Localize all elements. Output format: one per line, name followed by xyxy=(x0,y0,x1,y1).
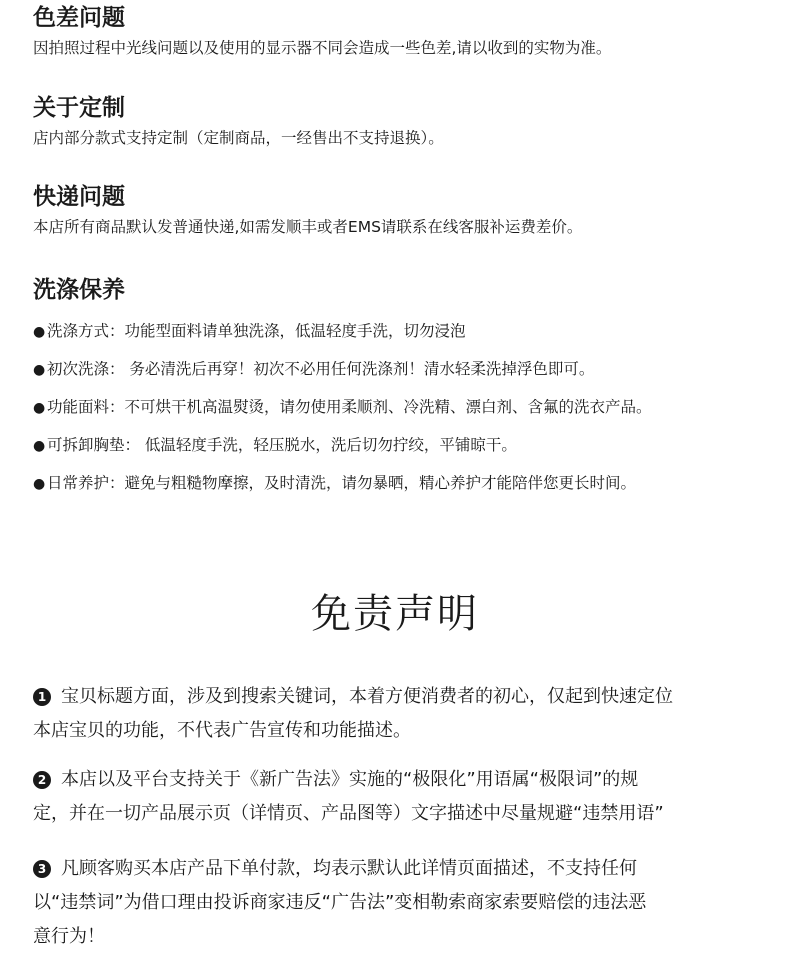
care-item-text: 功能面料：不可烘干机高温熨烫，请勿使用柔顺剂、冷洗精、漂白剂、含氟的洗衣产品。 xyxy=(47,398,652,416)
circled-number-icon: 3 xyxy=(33,860,51,878)
disclaimer-clause-1 xyxy=(33,680,768,748)
clause-text: 宝贝标题方面，涉及到搜索关键词，本着方便消费者的初心，仅起到快速定位 xyxy=(61,686,673,707)
bullet-icon: ● xyxy=(33,324,46,340)
circled-number-icon: 1 xyxy=(33,688,51,706)
bullet-icon: ● xyxy=(33,400,46,416)
disclaimer-title: 免责声明 xyxy=(311,591,479,637)
care-list xyxy=(33,318,778,508)
delivery-section xyxy=(33,182,773,238)
care-item-text: 日常养护：避免与粗糙物摩擦，及时清洗，请勿暴晒，精心养护才能陪伴您更长时间。 xyxy=(47,474,637,492)
clause-line xyxy=(33,852,768,886)
care-section xyxy=(33,275,773,305)
section-body-delivery: 本店所有商品默认发普通快递,如需发顺丰或者EMS请联系在线客服补运费差价。 xyxy=(33,218,583,236)
clause-line xyxy=(33,680,768,714)
bullet-icon: ● xyxy=(33,362,46,378)
clause-text: 意行为！ xyxy=(33,926,105,947)
clause-text: 凡顾客购买本店产品下单付款，均表示默认此详情页面描述，不支持任何 xyxy=(61,858,637,879)
clause-text: 本店宝贝的功能，不代表广告宣传和功能描述。 xyxy=(33,720,411,741)
disclaimer-clause-3 xyxy=(33,852,768,954)
clause-text: 定，并在一切产品展示页（详情页、产品图等）文字描述中尽量规避“违禁用语” xyxy=(33,803,664,824)
section-title-delivery: 快递问题 xyxy=(33,184,125,210)
disclaimer-clause-2 xyxy=(33,763,768,831)
customization-section xyxy=(33,93,773,149)
bullet-icon: ● xyxy=(33,438,46,454)
care-item-wash-method xyxy=(33,318,778,356)
care-item-daily-care xyxy=(33,470,778,508)
care-item-first-wash xyxy=(33,356,778,394)
care-item-removable-pad xyxy=(33,432,778,470)
section-body-customization: 店内部分款式支持定制（定制商品，一经售出不支持退换）。 xyxy=(33,129,444,147)
care-item-text: 洗涤方式：功能型面料请单独洗涤，低温轻度手洗，切勿浸泡 xyxy=(47,322,466,340)
clause-line xyxy=(33,763,768,797)
circled-number-icon: 2 xyxy=(33,771,51,789)
care-item-functional-fabric xyxy=(33,394,778,432)
color-difference-section xyxy=(33,3,773,59)
care-item-text: 可拆卸胸垫： 低温轻度手洗，轻压脱水，洗后切勿拧绞，平铺晾干。 xyxy=(47,436,517,454)
clause-text: 本店以及平台支持关于《新广告法》实施的“极限化”用语属“极限词”的规 xyxy=(61,769,639,790)
section-title-care: 洗涤保养 xyxy=(33,277,125,303)
section-title-customization: 关于定制 xyxy=(33,95,125,121)
clause-text: 以“违禁词”为借口理由投诉商家违反“广告法”变相勒索商家索要赔偿的违法恶 xyxy=(33,892,647,913)
section-body-color-difference: 因拍照过程中光线问题以及使用的显示器不同会造成一些色差,请以收到的实物为准。 xyxy=(33,39,612,57)
care-item-text: 初次洗涤： 务必清洗后再穿！初次不必用任何洗涤剂！清水轻柔洗掉浮色即可。 xyxy=(47,360,595,378)
section-title-color-difference: 色差问题 xyxy=(33,5,125,31)
bullet-icon: ● xyxy=(33,476,46,492)
